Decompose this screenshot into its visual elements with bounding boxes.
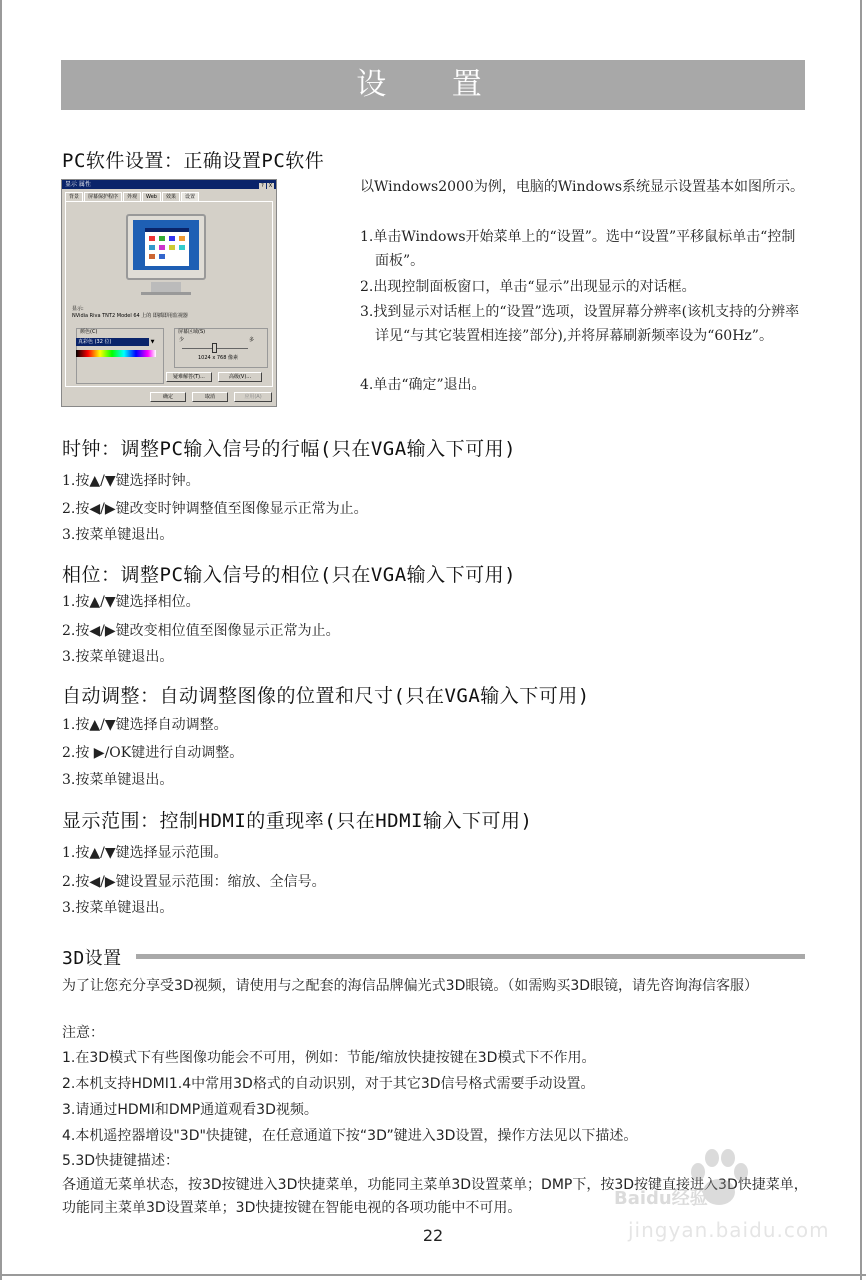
display-value: NVidia Riva TNT2 Model 64 上的 即插即用监视器 (72, 313, 188, 319)
area-value: 1024 x 768 像素 (198, 355, 238, 361)
screen-area-label: 屏幕区域(S) (178, 329, 206, 335)
help-button[interactable]: ? (259, 183, 266, 189)
dialog-tabs (65, 192, 200, 201)
3d-note-4: 4.本机遥控器增设"3D"快捷键，在任意通道下按“3D”键进入3D设置，操作方法见以下描述。 (62, 1128, 638, 1144)
preview-icon (159, 254, 165, 259)
phase-step-2: 2.按◀/▶键改变相位值至图像显示正常为止。 (62, 623, 340, 639)
auto-adjust-step-2: 2.按 ▶/OK键进行自动调整。 (62, 745, 244, 761)
pc-step-3: 3.找到显示对话框上的“设置”选项，设置屏幕分辨率(该机支持的分辨率详见“与其它装置相连接”部分),并将屏幕刷新频率设为“60Hz”。 (360, 304, 800, 344)
3d-settings-heading: 3D设置 (62, 948, 122, 969)
preview-icon (149, 254, 155, 259)
preview-icon (179, 236, 185, 241)
settings-panel (65, 201, 273, 387)
ok-button[interactable]: 确定 (150, 392, 186, 402)
monitor-stand (151, 282, 181, 292)
tab-web[interactable]: Web (142, 192, 161, 201)
display-properties-dialog (61, 179, 277, 407)
clock-step-1: 1.按▲/▼键选择时钟。 (62, 473, 200, 489)
3d-note-5: 5.3D快捷键描述： (62, 1153, 180, 1169)
troubleshoot-button[interactable]: 疑难解答(T)... (166, 372, 212, 382)
chevron-down-icon[interactable]: ▼ (150, 339, 155, 345)
phase-heading: 相位：调整PC输入信号的相位(只在VGA输入下可用) (62, 564, 517, 586)
pc-settings-heading: PC软件设置：正确设置PC软件 (62, 150, 325, 172)
3d-heading-rule (136, 954, 805, 959)
clock-heading: 时钟：调整PC输入信号的行幅(只在VGA输入下可用) (62, 438, 517, 460)
page-frame-bottom (0, 1274, 866, 1276)
pc-step-1: 1.单击Windows开始菜单上的“设置”。选中“设置”平移鼠标单击“控制面板”。 (360, 229, 796, 269)
preview-icon (149, 245, 155, 250)
screen-area-slider-thumb[interactable] (212, 343, 217, 353)
apply-button[interactable]: 应用(A) (234, 392, 272, 402)
tab-effects[interactable]: 效果 (162, 192, 180, 201)
area-less-label: 少 (179, 337, 185, 343)
preview-window (145, 228, 189, 266)
close-button[interactable]: X (268, 183, 273, 189)
preview-icon (159, 236, 165, 241)
clock-step-3: 3.按菜单键退出。 (62, 527, 174, 543)
pc-intro-text: 以Windows2000为例，电脑的Windows系统显示设置基本如图所示。 (360, 179, 805, 195)
preview-icon (179, 245, 185, 250)
phase-step-1: 1.按▲/▼键选择相位。 (62, 594, 200, 610)
colors-select[interactable] (76, 338, 156, 346)
monitor-stand-base (141, 292, 191, 295)
cancel-button[interactable]: 取消 (192, 392, 228, 402)
monitor-preview (126, 214, 206, 280)
watermark-logo-text: Baidu经验 (614, 1188, 708, 1209)
dialog-title-bar (62, 180, 276, 189)
baidu-watermark (614, 1146, 830, 1246)
area-more-label: 多 (249, 337, 255, 343)
color-palette-bar (76, 350, 156, 357)
dialog-title: 显示 属性 (65, 181, 91, 188)
display-range-step-3: 3.按菜单键退出。 (62, 900, 174, 916)
3d-note-1: 1.在3D模式下有些图像功能会不可用，例如：节能/缩放快捷按键在3D模式下不作用。 (62, 1050, 596, 1066)
3d-intro: 为了让您充分享受3D视频，请使用与之配套的海信品牌偏光式3D眼镜。（如需购买3D眼镜，请先咨询海信客服） (62, 978, 759, 994)
colors-label: 颜色(C) (80, 329, 98, 335)
preview-icon (149, 236, 155, 241)
phase-step-3: 3.按菜单键退出。 (62, 649, 174, 665)
tab-background[interactable]: 背景 (65, 192, 83, 201)
page-frame-right (860, 0, 862, 1280)
3d-note-label: 注意： (62, 1025, 104, 1041)
display-range-heading: 显示范围：控制HDMI的重现率(只在HDMI输入下可用) (62, 810, 533, 832)
tab-appearance[interactable]: 外观 (123, 192, 141, 201)
page-title: 设 置 (61, 60, 805, 110)
watermark-text: jingyan.baidu.com (628, 1218, 830, 1242)
display-range-step-2: 2.按◀/▶键设置显示范围：缩放、全信号。 (62, 874, 326, 890)
preview-icon (159, 245, 165, 250)
display-label: 显示: (72, 306, 84, 312)
3d-note-2: 2.本机支持HDMI1.4中常用3D格式的自动识别，对于其它3D信号格式需要手动设置。 (62, 1076, 595, 1092)
3d-note-3: 3.请通过HDMI和DMP通道观看3D视频。 (62, 1102, 318, 1118)
tab-screensaver[interactable]: 屏幕保护程序 (84, 192, 122, 201)
colors-select-value: 真彩色 (32 位) (78, 339, 112, 345)
page-frame-left (0, 0, 2, 1280)
auto-adjust-heading: 自动调整：自动调整图像的位置和尺寸(只在VGA输入下可用) (62, 685, 590, 707)
display-range-step-1: 1.按▲/▼键选择显示范围。 (62, 845, 228, 861)
tab-settings[interactable]: 设置 (181, 192, 199, 201)
auto-adjust-step-3: 3.按菜单键退出。 (62, 772, 174, 788)
preview-icon (169, 245, 175, 250)
pc-step-4: 4.单击“确定”退出。 (360, 377, 486, 393)
3d-shortcut-description: 各通道无菜单状态，按3D按键进入3D快捷菜单，功能同主菜单3D设置菜单；DMP下，按3D按键直接进入3D快捷菜单，功能同主菜单3D设置菜单；3D快捷按键在智能电视的各项功能中不可用。 (62, 1177, 808, 1216)
auto-adjust-step-1: 1.按▲/▼键选择自动调整。 (62, 717, 228, 733)
clock-step-2: 2.按◀/▶键改变时钟调整值至图像显示正常为止。 (62, 501, 368, 517)
pc-step-2: 2.出现控制面板窗口，单击“显示”出现显示的对话框。 (360, 279, 696, 295)
page-number: 22 (422, 1226, 444, 1245)
monitor-screen (133, 220, 199, 270)
preview-icon (169, 236, 175, 241)
advanced-button[interactable]: 高级(V)... (218, 372, 262, 382)
